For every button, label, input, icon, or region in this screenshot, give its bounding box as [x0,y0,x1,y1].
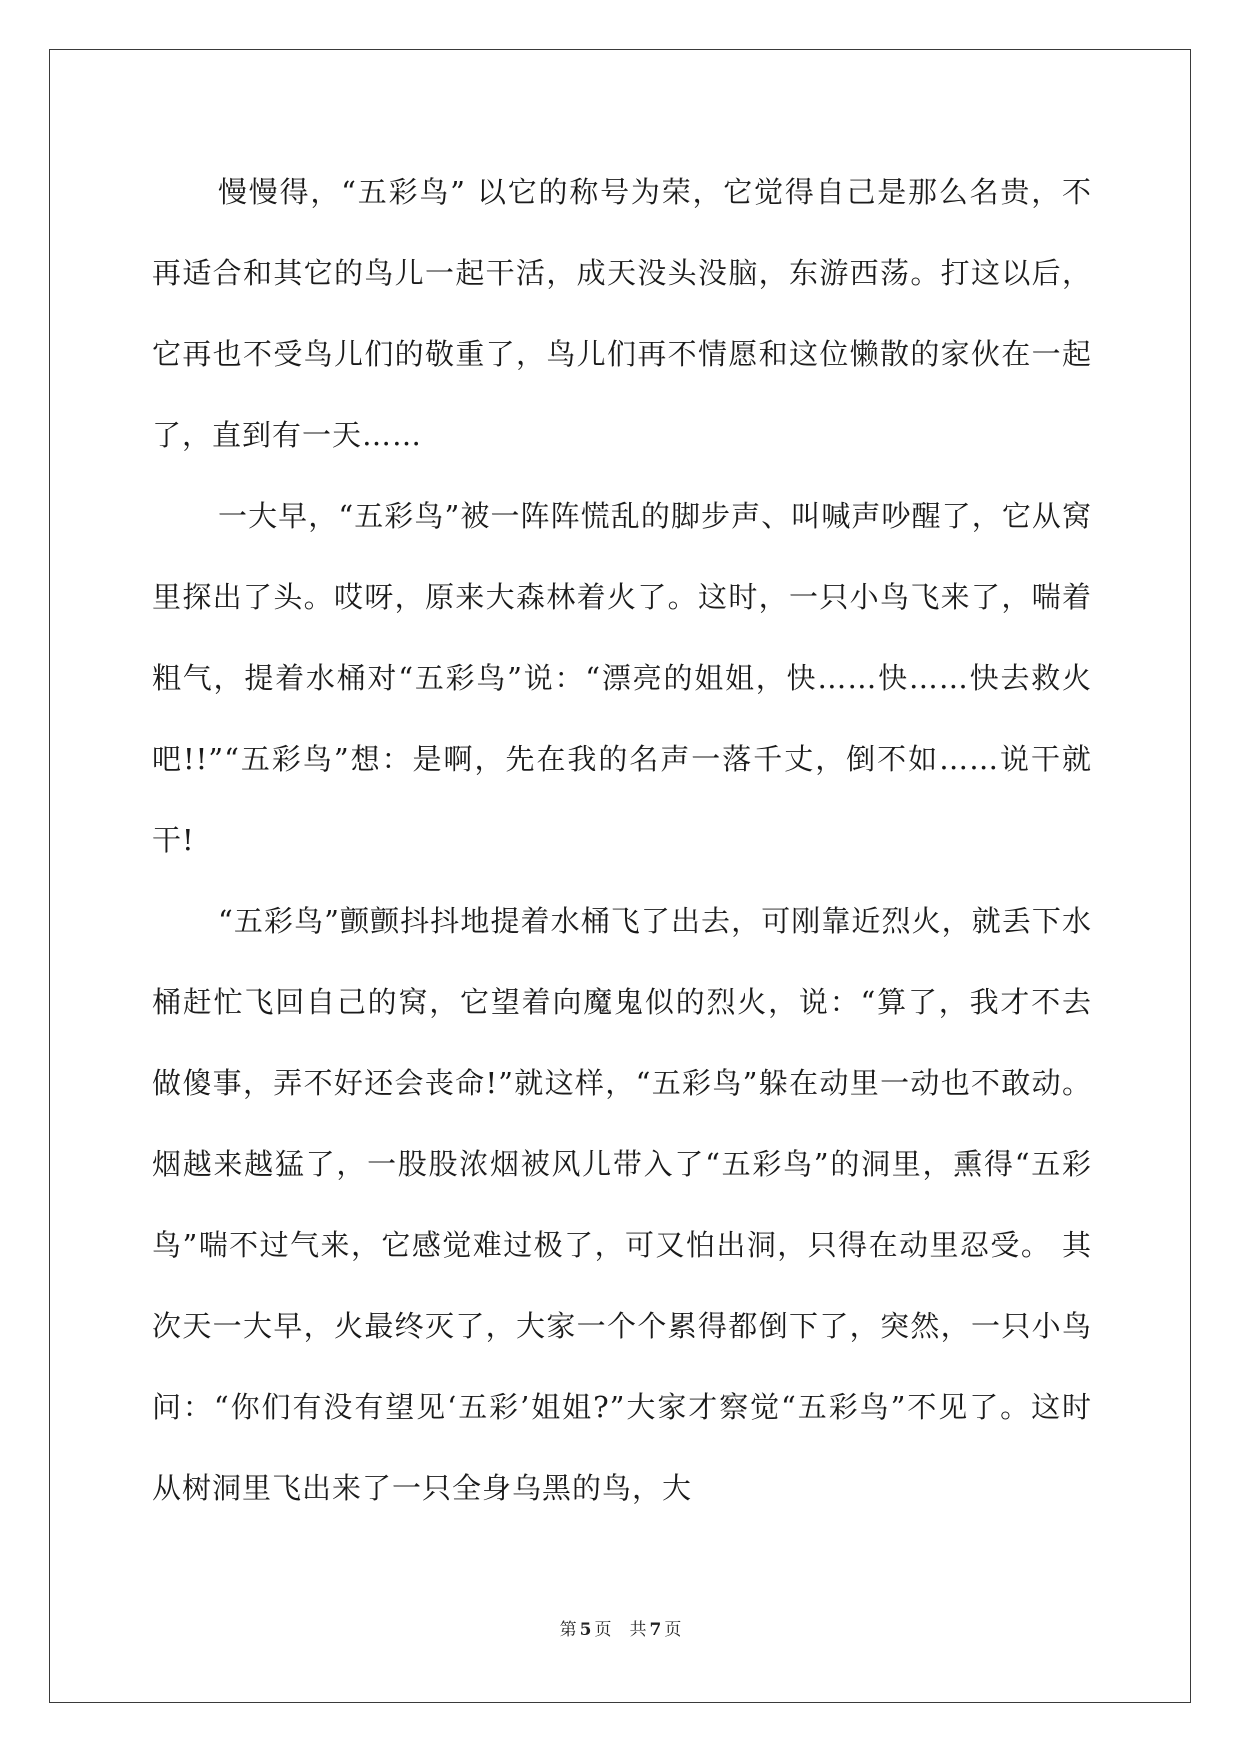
document-body [152,152,1092,1529]
total-pages-number: 7 [649,1620,662,1640]
total-pages-prefix: 共 [629,1620,647,1640]
page-footer [0,1615,1241,1640]
current-page-number: 5 [579,1620,592,1640]
page-number-prefix: 第 [559,1620,577,1640]
paragraph-1: 慢慢得，“五彩鸟” 以它的称号为荣，它觉得自己是那么名贵，不再适合和其它的鸟儿一起干活，成天没头没脑，东游西荡。打这以后，它再也不受鸟儿们的敬重了，鸟儿们再不情愿和这位懒散的家伙在一起了，直到有一天…… [152,175,1092,452]
page-number-suffix: 页 [594,1620,612,1640]
total-pages-suffix: 页 [664,1620,682,1640]
paragraph-3: “五彩鸟”颤颤抖抖地提着水桶飞了出去，可刚靠近烈火，就丢下水桶赶忙飞回自己的窝，它望着向魔鬼似的烈火，说：“算了，我才不去做傻事，弄不好还会丧命!”就这样，“五彩鸟”躲在动里一动也不敢动。 烟越来越猛了，一股股浓烟被风儿带入了“五彩鸟”的洞里，熏得“五彩鸟”喘不过气来，它感觉难过极了，可又怕出洞，只得在动里忍受。 其次天一大早，火最终灭了，大家一个个累得都倒下了，突然，一只小鸟问：“你们有没有望见‘五彩’姐姐?”大家才察觉“五彩鸟”不见了。这时从树洞里飞出来了一只全身乌黑的鸟，大 [152,904,1092,1505]
paragraph-2: 一大早，“五彩鸟”被一阵阵慌乱的脚步声、叫喊声吵醒了，它从窝里探出了头。哎呀，原来大森林着火了。这时，一只小鸟飞来了，喘着粗气，提着水桶对“五彩鸟”说：“漂亮的姐姐，快……快……快去救火吧!!”“五彩鸟”想：是啊，先在我的名声一落千丈，倒不如……说干就干! [152,499,1092,857]
